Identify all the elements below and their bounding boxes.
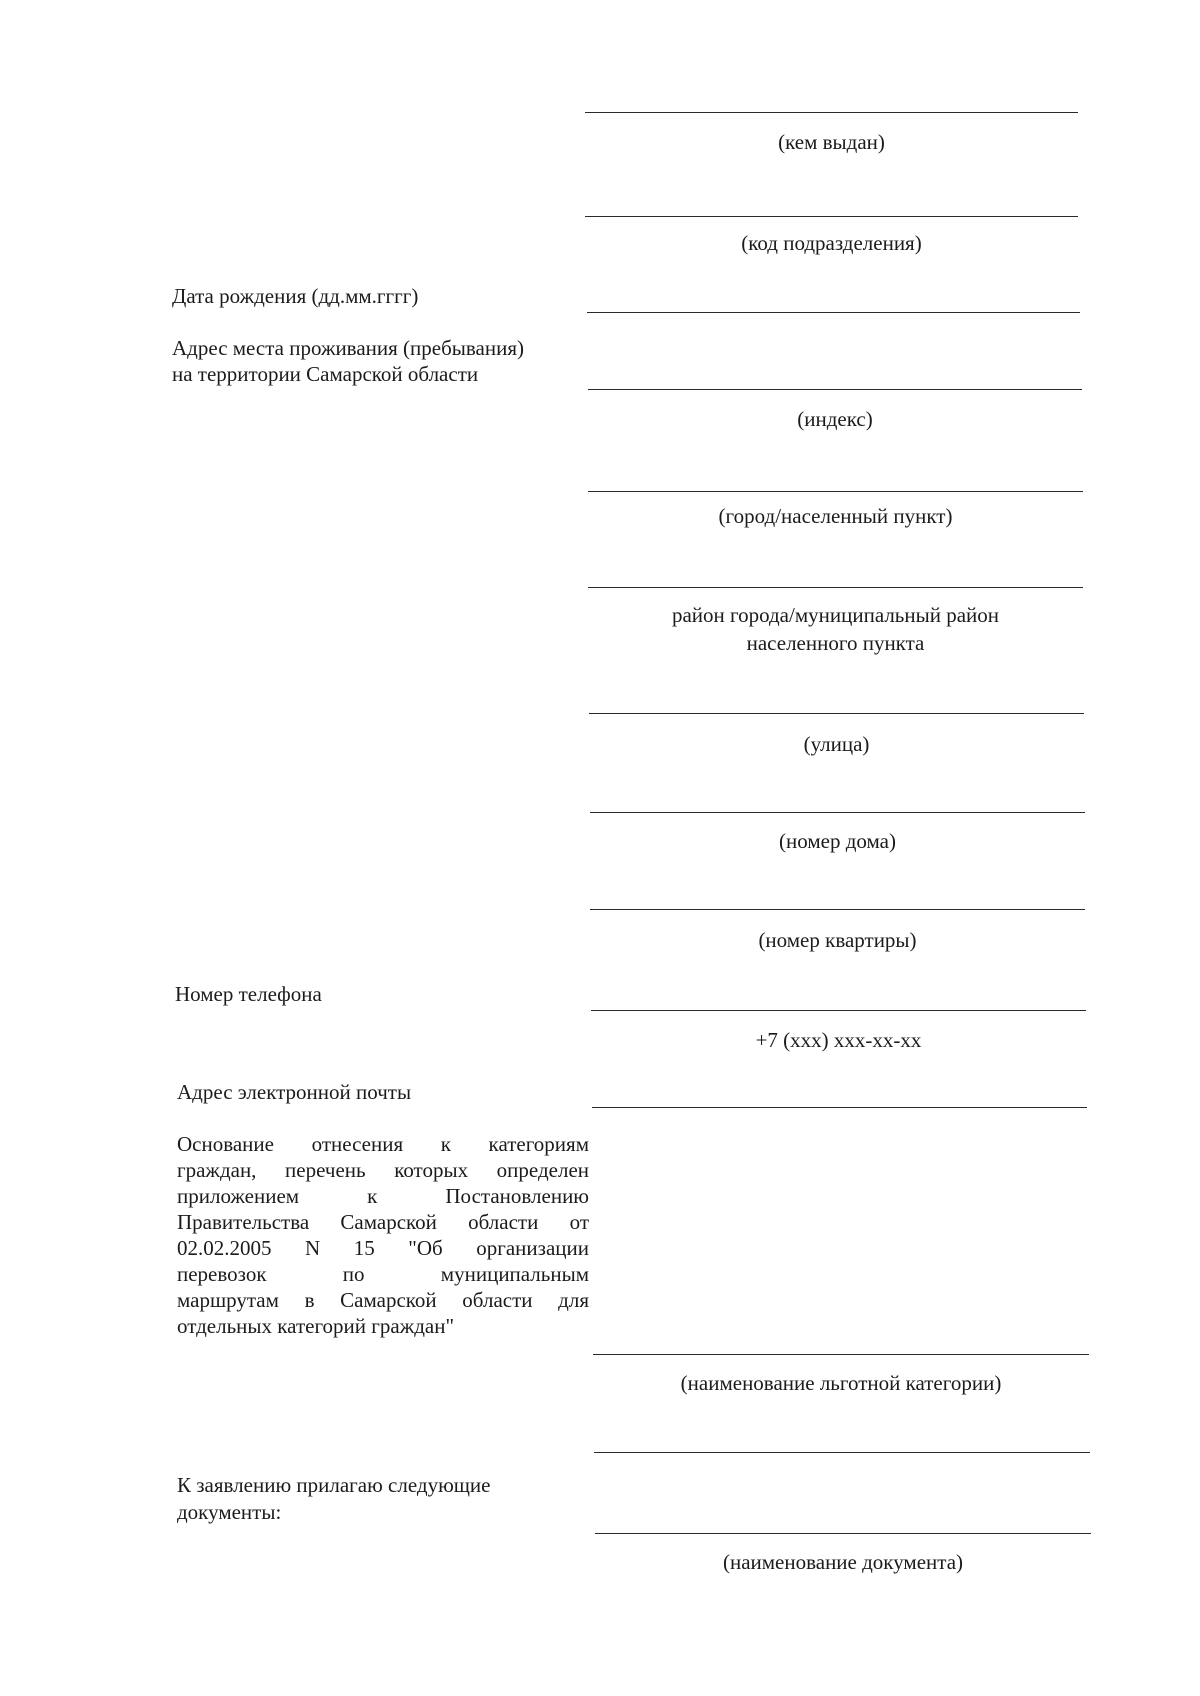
issued-by-caption: (кем выдан): [778, 130, 885, 154]
division-code-line[interactable]: [585, 216, 1078, 217]
document-line-1[interactable]: [594, 1452, 1090, 1453]
benefit-category-line[interactable]: [593, 1354, 1089, 1355]
benefit-category-caption: (наименование льготной категории): [680, 1371, 1002, 1395]
address-label-line2: на территории Самарской области: [172, 362, 479, 386]
address-label-line1: Адрес места проживания (пребывания): [172, 336, 524, 360]
phone-line[interactable]: [591, 1010, 1086, 1011]
attach-label-line2: документы:: [177, 1500, 282, 1524]
apartment-line[interactable]: [590, 909, 1085, 910]
district-caption-line2: населенного пункта: [746, 631, 925, 655]
email-line[interactable]: [592, 1107, 1087, 1108]
apartment-caption: (номер квартиры): [758, 928, 917, 952]
document-line-2[interactable]: [595, 1533, 1091, 1534]
basis-line: Основание отнесения к категориям: [177, 1132, 589, 1156]
phone-format-caption: +7 (xxx) xxx-xx-xx: [755, 1028, 922, 1052]
birth-date-line[interactable]: [587, 312, 1080, 313]
basis-line: граждан, перечень которых определен: [177, 1158, 589, 1182]
index-line[interactable]: [588, 389, 1082, 390]
street-caption: (улица): [803, 732, 870, 756]
document-name-caption: (наименование документа): [722, 1550, 964, 1574]
basis-paragraph: [177, 1131, 589, 1339]
district-line[interactable]: [588, 587, 1083, 588]
basis-line: 02.02.2005 N 15 "Об организации: [177, 1236, 589, 1260]
birth-date-label: Дата рождения (дд.мм.гггг): [172, 284, 419, 308]
index-caption: (индекс): [797, 407, 873, 431]
house-line[interactable]: [590, 812, 1085, 813]
email-label: Адрес электронной почты: [177, 1080, 412, 1104]
issued-by-line[interactable]: [585, 112, 1078, 113]
division-code-caption: (код подразделения): [741, 231, 922, 255]
attach-label-line1: К заявлению прилагаю следующие: [177, 1473, 491, 1497]
phone-label: Номер телефона: [175, 982, 322, 1006]
basis-line: Правительства Самарской области от: [177, 1210, 589, 1234]
basis-line: приложением к Постановлению: [177, 1184, 589, 1208]
house-caption: (номер дома): [779, 829, 896, 853]
city-caption: (город/населенный пункт): [718, 504, 953, 528]
district-caption-line1: район города/муниципальный район: [671, 603, 1000, 627]
basis-line: маршрутам в Самарской области для: [177, 1288, 589, 1312]
city-line[interactable]: [588, 491, 1083, 492]
street-line[interactable]: [589, 713, 1084, 714]
basis-line: перевозок по муниципальным: [177, 1262, 589, 1286]
basis-line: отдельных категорий граждан": [177, 1314, 455, 1338]
